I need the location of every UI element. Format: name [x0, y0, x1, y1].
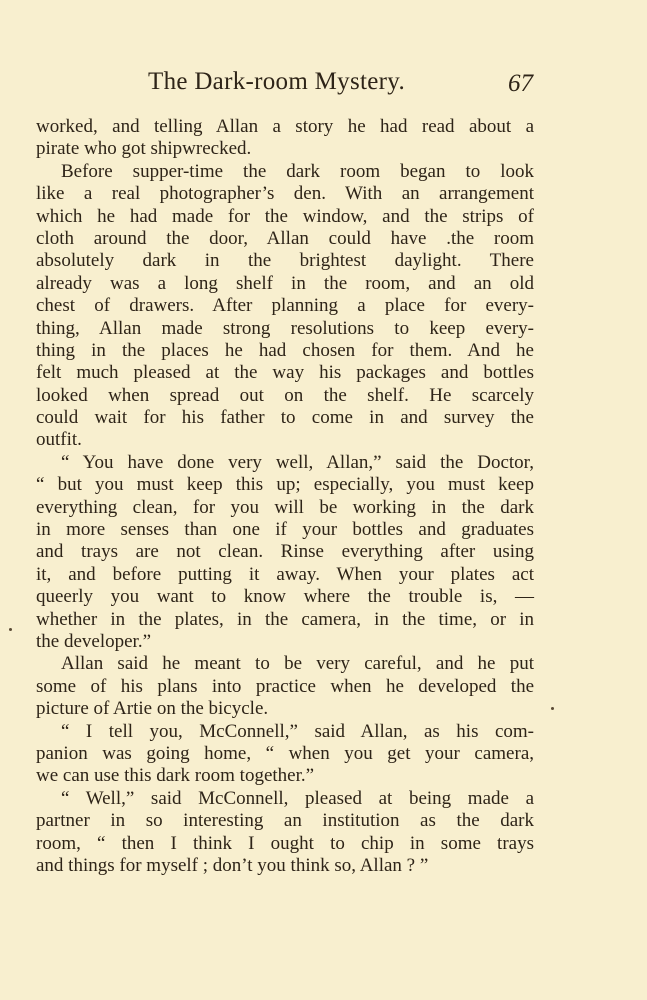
text-line: like a real photographer’s den. With an arrangement — [36, 183, 534, 205]
page-number: 67 — [508, 70, 533, 97]
text-line: “ You have done very well, Allan,” said the Doctor, — [61, 451, 534, 473]
text-line: in more senses than one if your bottles and graduates — [36, 519, 534, 541]
text-line: some of his plans into practice when he developed the — [36, 675, 534, 697]
text-line: picture of Artie on the bicycle. — [36, 698, 269, 720]
text-line: absolutely dark in the brightest daylight. There — [36, 250, 534, 272]
text-line: Before supper-time the dark room began to look — [61, 160, 534, 182]
margin-speck — [551, 707, 554, 710]
running-title: The Dark-room Mystery. — [148, 68, 405, 95]
text-line: partner in so interesting an institution as the dark — [36, 810, 534, 832]
text-line: and things for myself ; don’t you think so, Allan ? ” — [36, 854, 429, 876]
text-line: panion was going home, “ when you get your camera, — [36, 742, 534, 764]
text-line: we can use this dark room together.” — [36, 765, 315, 787]
text-line: worked, and telling Allan a story he had read about a — [36, 116, 534, 137]
text-line: thing, Allan made strong resolutions to keep every- — [36, 317, 534, 339]
text-line: already was a long shelf in the room, and an old — [36, 272, 534, 294]
text-line: pirate who got shipwrecked. — [36, 138, 252, 160]
text-line: thing in the places he had chosen for them. And he — [36, 339, 534, 361]
text-line: everything clean, for you will be working in the dark — [36, 496, 534, 518]
text-line: “ Well,” said McConnell, pleased at being made a — [61, 787, 534, 809]
text-line: the developer.” — [36, 630, 152, 652]
text-line: and trays are not clean. Rinse everything after using — [36, 541, 534, 563]
text-line: it, and before putting it away. When your plates act — [36, 563, 534, 585]
text-line: could wait for his father to come in and survey the — [36, 407, 534, 429]
text-line: outfit. — [36, 429, 82, 451]
text-line: looked when spread out on the shelf. He scarcely — [36, 384, 534, 406]
text-line: queerly you want to know where the trouble is, — — [36, 586, 534, 608]
page-header — [0, 68, 647, 104]
text-line: felt much pleased at the way his packages and bottles — [36, 362, 534, 384]
text-line: “ I tell you, McConnell,” said Allan, as his com- — [61, 720, 534, 742]
text-line: chest of drawers. After planning a place for every- — [36, 295, 534, 317]
text-line: which he had made for the window, and the strips of — [36, 205, 534, 227]
body-text — [36, 116, 534, 877]
text-line: room, “ then I think I ought to chip in some trays — [36, 832, 534, 854]
text-line: Allan said he meant to be very careful, and he put — [61, 653, 534, 675]
text-line: whether in the plates, in the camera, in the time, or in — [36, 608, 534, 630]
text-line: cloth around the door, Allan could have .the room — [36, 227, 534, 249]
margin-speck — [9, 628, 12, 631]
text-line: “ but you must keep this up; especially, you must keep — [36, 474, 534, 496]
